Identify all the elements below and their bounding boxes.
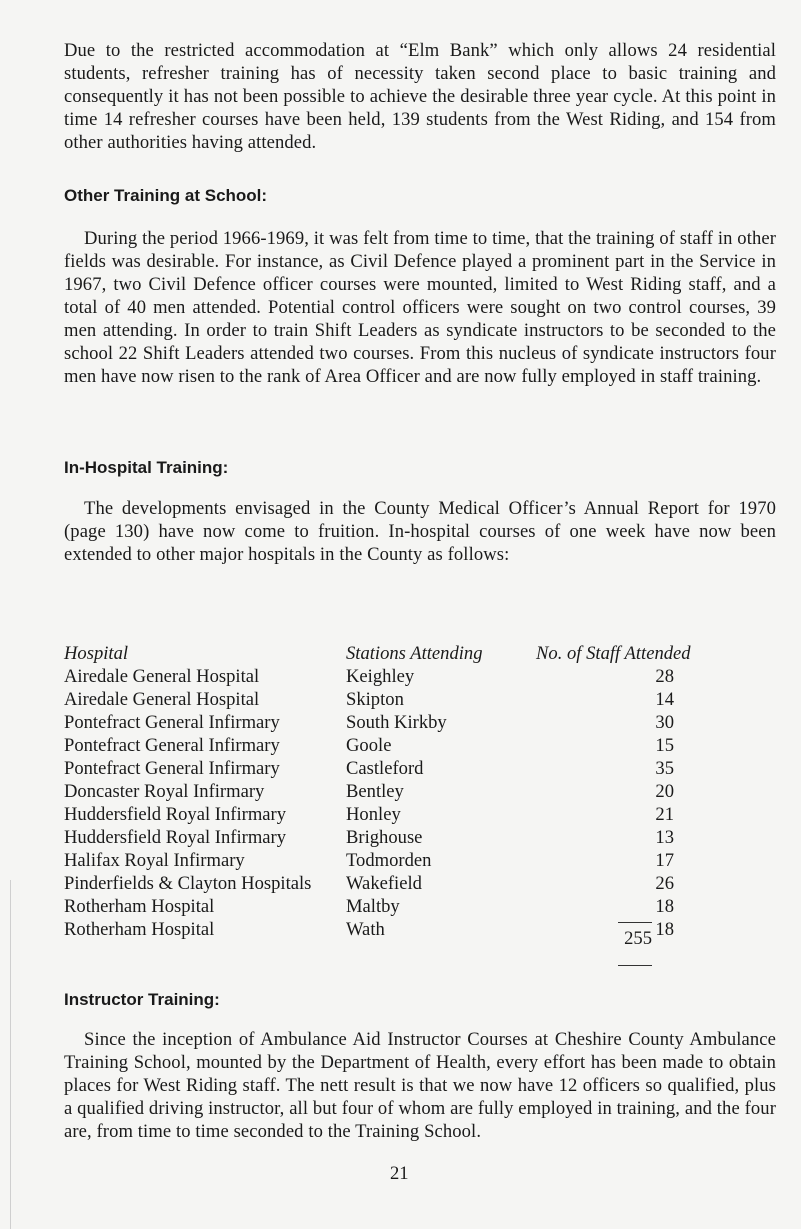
cell-station: Castleford [346,758,424,779]
page-number: 21 [390,1163,409,1184]
header-staff: No. of Staff Attended [536,643,691,664]
cell-staff-count: 18 [655,919,674,940]
cell-hospital: Huddersfield Royal Infirmary [64,804,287,825]
cell-staff-count: 21 [655,804,674,825]
paragraph-other-training: During the period 1966-1969, it was felt from time to time, that the training of staff in other fields was desirable. For instance, as Civil Defence played a prominent part in the Service in 1967, two Civil Defence officer courses were mounted, limited to West Riding staff, and a total of 40 men attended. Potential control officers were sought on two control courses, 39 men attending. In order to train Shift Leaders as syndicate instructors to be seconded to the school 22 Shift Leaders attended two courses. From this nucleus of syndicate instructors four men have now risen to the rank of Area Officer and are now fully employed in staff training. [64,228,776,387]
table-row [64,689,776,712]
cell-staff-count: 35 [655,758,674,779]
cell-hospital: Pontefract General Infirmary [64,712,280,733]
paragraph-instructor-training: Since the inception of Ambulance Aid Instructor Courses at Cheshire County Ambulance Training School, mounted by the Department of Health, every effort has been made to obtain places for West Riding staff. The nett result is that we now have 12 officers so qualified, plus a qualified driving instructor, all but four of whom are fully employed in training, and the four are, from time to time seconded to the Training School. [64,1029,776,1142]
table-row [64,804,776,827]
cell-staff-count: 15 [655,735,674,756]
cell-station: Bentley [346,781,404,802]
cell-staff-count: 20 [655,781,674,802]
cell-staff-count: 17 [655,850,674,871]
cell-station: Skipton [346,689,404,710]
header-hospital: Hospital [64,643,129,664]
heading-instructor-training: Instructor Training: [64,990,220,1009]
cell-hospital: Halifax Royal Infirmary [64,850,245,871]
cell-staff-count: 14 [655,689,674,710]
cell-station: Wakefield [346,873,422,894]
heading-in-hospital-training: In-Hospital Training: [64,458,229,477]
table-body [64,666,776,942]
cell-staff-count: 26 [655,873,674,894]
cell-staff-count: 28 [655,666,674,687]
table-row [64,666,776,689]
heading-other-training: Other Training at School: [64,186,268,205]
table-header [64,643,776,666]
table-row [64,781,776,804]
cell-station: Keighley [346,666,415,687]
table-row [64,896,776,919]
cell-station: South Kirkby [346,712,447,733]
cell-station: Honley [346,804,401,825]
cell-hospital: Rotherham Hospital [64,896,215,917]
cell-station: Todmorden [346,850,432,871]
cell-staff-count: 18 [655,896,674,917]
total-rule-top [618,922,652,923]
hospital-courses-table [64,643,776,942]
cell-hospital: Pontefract General Infirmary [64,735,280,756]
cell-station: Goole [346,735,392,756]
cell-station: Wath [346,919,385,940]
table-row [64,919,776,942]
table-total: 255 [624,928,652,949]
table-row [64,827,776,850]
cell-hospital: Airedale General Hospital [64,666,260,687]
cell-station: Brighouse [346,827,423,848]
cell-hospital: Airedale General Hospital [64,689,260,710]
table-row [64,712,776,735]
header-stations: Stations Attending [346,643,483,664]
cell-hospital: Rotherham Hospital [64,919,215,940]
cell-hospital: Huddersfield Royal Infirmary [64,827,287,848]
cell-hospital: Pinderfields & Clayton Hospitals [64,873,312,894]
table-row [64,873,776,896]
cell-hospital: Doncaster Royal Infirmary [64,781,265,802]
cell-staff-count: 13 [655,827,674,848]
paragraph-in-hospital-training: The developments envisaged in the County Medical Officer’s Annual Report for 1970 (page 130) have now come to fruition. In-hospital courses of one week have now been extended to other major hospitals in the County as follows: [64,498,776,565]
cell-station: Maltby [346,896,400,917]
paragraph-refresher-training: Due to the restricted accommodation at “Elm Bank” which only allows 24 residential students, refresher training has of necessity taken second place to basic training and consequently it has not been possible to achieve the desirable three year cycle. At this point in time 14 refresher courses have been held, 139 students from the West Riding, and 154 from other authorities having attended. [64,40,776,153]
cell-staff-count: 30 [655,712,674,733]
table-row [64,735,776,758]
scan-edge-line [10,880,11,1229]
total-rule-bottom [618,965,652,966]
table-row [64,758,776,781]
table-row [64,850,776,873]
cell-hospital: Pontefract General Infirmary [64,758,280,779]
